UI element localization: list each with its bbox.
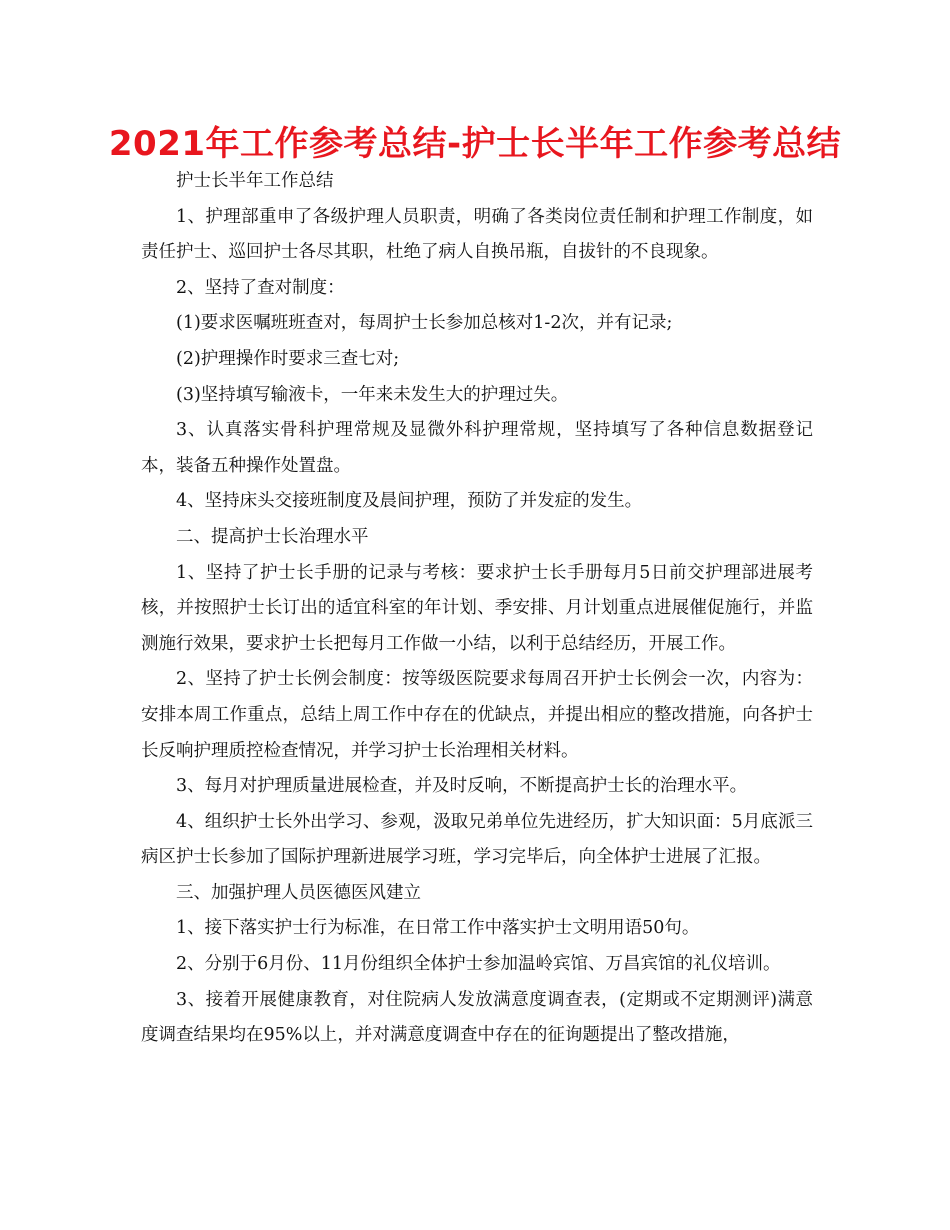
paragraph: 3、每月对护理质量进展检查，并及时反响，不断提高护士长的治理水平。 — [176, 776, 748, 797]
section-heading: 护士长半年工作总结 — [176, 171, 334, 191]
document-body — [141, 164, 813, 1054]
paragraph: 4、坚持床头交接班制度及晨间护理，预防了并发症的发生。 — [176, 491, 643, 512]
paragraph: 2、坚持了查对制度： — [176, 277, 345, 298]
paragraph: 2、分别于6月份、11月份组织全体护士参加温岭宾馆、万昌宾馆的礼仪培训。 — [176, 954, 781, 975]
list-item: (2)护理操作时要求三查七对; — [176, 348, 400, 369]
section-heading: 二、提高护士长治理水平 — [176, 526, 369, 547]
section-heading: 三、加强护理人员医德医风建立 — [176, 882, 421, 903]
paragraph: 3、接着开展健康教育，对住院病人发放满意度调查表，(定期或不定期测评)满意度调查结果均在95%以上，并对满意度调查中存在的征询题提出了整改措施， — [141, 989, 813, 1046]
paragraph: 1、接下落实护士行为标准，在日常工作中落实护士文明用语50句。 — [176, 918, 700, 939]
paragraph: 2、坚持了护士长例会制度：按等级医院要求每周召开护士长例会一次，内容为：安排本周工作重点，总结上周工作中存在的优缺点，并提出相应的整改措施，向各护士长反响护理质控检查情况，并学习护士长治理相关材料。 — [141, 669, 813, 761]
paragraph: 1、护理部重申了各级护理人员职责，明确了各类岗位责任制和护理工作制度，如责任护士、巡回护士各尽其职，杜绝了病人自换吊瓶，自拔针的不良现象。 — [141, 206, 813, 263]
list-item: (1)要求医嘱班班查对，每周护士长参加总核对1-2次，并有记录; — [176, 313, 673, 334]
paragraph: 1、坚持了护士长手册的记录与考核：要求护士长手册每月5日前交护理部进展考核，并按照护士长订出的适宜科室的年计划、季安排、月计划重点进展催促施行，并监测施行效果，要求护士长把每月工作做一小结，以利于总结经历，开展工作。 — [141, 562, 813, 654]
paragraph: 3、认真落实骨科护理常规及显微外科护理常规，坚持填写了各种信息数据登记本，装备五种操作处置盘。 — [141, 420, 813, 476]
document-title: 2021年工作参考总结-护士长半年工作参考总结 — [108, 124, 842, 164]
list-item: (3)坚持填写输液卡，一年来未发生大的护理过失。 — [176, 384, 569, 405]
paragraph: 4、组织护士长外出学习、参观，汲取兄弟单位先进经历，扩大知识面：5月底派三病区护士长参加了国际护理新进展学习班，学习完毕后，向全体护士进展了汇报。 — [141, 811, 813, 868]
